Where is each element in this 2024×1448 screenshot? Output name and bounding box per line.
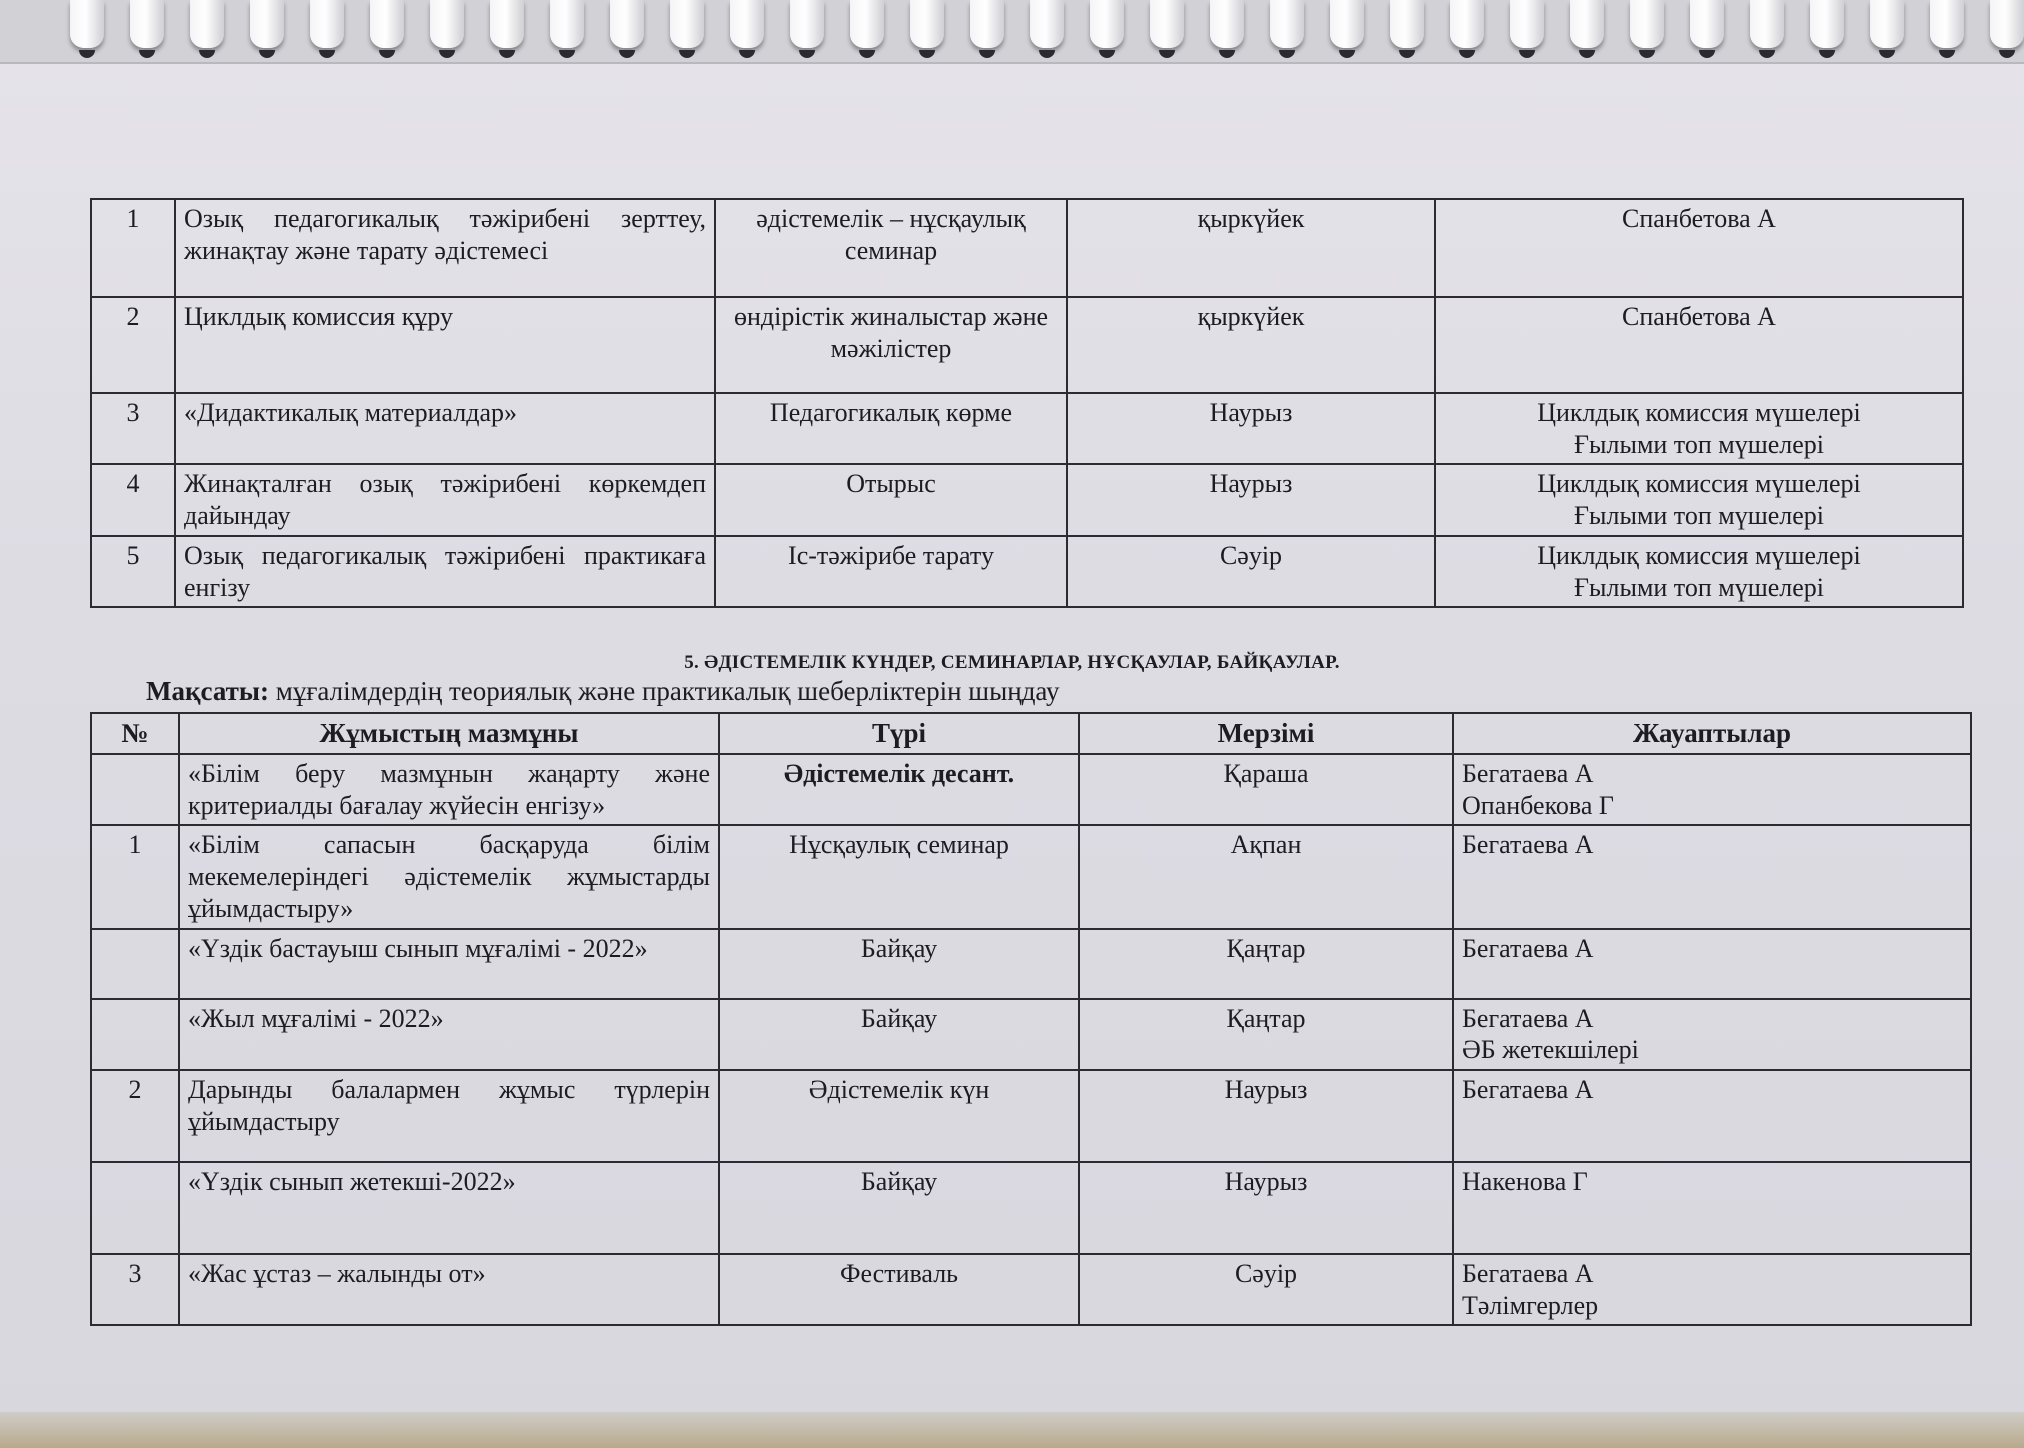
row-number: 5 [91,536,175,607]
row-responsible: Бегатаева А [1453,929,1971,999]
section-heading: 5. ӘДІСТЕМЕЛІК КҮНДЕР, СЕМИНАРЛАР, НҰСҚАУЛАР, БАЙҚАУЛАР. [684,652,1340,673]
binding-coil [1930,0,1964,48]
row-type: Отырыс [715,464,1067,535]
spiral-binding [0,0,2024,64]
row-number [91,929,179,999]
row-responsible: Циклдық комиссия мүшелері Ғылыми топ мүшелері [1435,536,1963,607]
row-number [91,1162,179,1254]
binding-coil [1270,0,1304,48]
row-content: «Жыл мұғалімі - 2022» [179,999,719,1070]
binding-coil [70,0,104,48]
goal-text: мұғалімдердің теориялық және практикалық шеберліктерін шыңдау [269,676,1060,706]
binding-coil [1870,0,1904,48]
row-responsible: Циклдық комиссия мүшелері Ғылыми топ мүшелері [1435,464,1963,535]
table-row [91,1254,1971,1325]
row-date: Сәуір [1079,1254,1453,1325]
row-date: қыркүйек [1067,199,1435,297]
binding-coil [1330,0,1364,48]
row-type: Байқау [719,1162,1079,1254]
row-content: «Үздік бастауыш сынып мұғалімі - 2022» [179,929,719,999]
row-type: Байқау [719,999,1079,1070]
binding-coil [370,0,404,48]
row-date: Қаңтар [1079,999,1453,1070]
binding-coil [730,0,764,48]
row-responsible: Накенова Г [1453,1162,1971,1254]
binding-coil [1510,0,1544,48]
row-date: қыркүйек [1067,297,1435,393]
table-header-row [91,713,1971,754]
row-responsible: Бегатаева А Тәлімгерлер [1453,1254,1971,1325]
table-row [91,1162,1971,1254]
table-row [91,999,1971,1070]
row-number: 3 [91,1254,179,1325]
row-content: Жинақталған озық тәжірибені көркемдеп дайындау [175,464,715,535]
row-type: өндірістік жиналыстар және мәжілістер [715,297,1067,393]
methodical-days-table [90,712,1972,1326]
row-content: «Білім беру мазмұнын жаңарту және критериалды бағалау жүйесін енгізу» [179,754,719,825]
row-type: Байқау [719,929,1079,999]
goal-label: Мақсаты: [146,676,269,706]
binding-coil [1390,0,1424,48]
binding-coil [610,0,644,48]
header-content: Жұмыстың мазмұны [179,713,719,754]
row-type: Іс-тәжірибе тарату [715,536,1067,607]
row-content: «Жас ұстаз – жалынды от» [179,1254,719,1325]
row-date: Наурыз [1079,1162,1453,1254]
row-type: Әдістемелік күн [719,1070,1079,1162]
binding-coil [670,0,704,48]
row-number: 4 [91,464,175,535]
binding-coil [910,0,944,48]
table-row [91,754,1971,825]
binding-coil [130,0,164,48]
binding-coil [1630,0,1664,48]
row-content: Озық педагогикалық тәжірибені зерттеу, жинақтау және тарату әдістемесі [175,199,715,297]
row-type: Педагогикалық көрме [715,393,1067,464]
table-row [91,536,1963,607]
row-number [91,999,179,1070]
row-number: 1 [91,199,175,297]
row-type: Нұсқаулық семинар [719,825,1079,928]
binding-coil [490,0,524,48]
binding-coil [1450,0,1484,48]
binding-coil [850,0,884,48]
row-type: Әдістемелік десант. [719,754,1079,825]
binding-coil [1810,0,1844,48]
row-responsible: Бегатаева А [1453,1070,1971,1162]
header-date: Мерзімі [1079,713,1453,754]
row-number [91,754,179,825]
row-type: Фестиваль [719,1254,1079,1325]
binding-coil [250,0,284,48]
row-content: «Үздік сынып жетекші-2022» [179,1162,719,1254]
row-date: Ақпан [1079,825,1453,928]
row-content: Циклдық комиссия құру [175,297,715,393]
header-responsible: Жауаптылар [1453,713,1971,754]
row-date: Қаңтар [1079,929,1453,999]
row-number: 2 [91,1070,179,1162]
row-responsible: Бегатаева А [1453,825,1971,928]
table-row [91,825,1971,928]
row-type: әдістемелік – нұсқаулық семинар [715,199,1067,297]
binding-coil [1990,0,2024,48]
table-row [91,929,1971,999]
page-bottom-edge [0,1412,2024,1448]
row-content: Дарынды балалармен жұмыс түрлерін ұйымдастыру [179,1070,719,1162]
binding-coil [790,0,824,48]
row-date: Наурыз [1067,393,1435,464]
row-responsible: Бегатаева А Опанбекова Г [1453,754,1971,825]
table-row [91,393,1963,464]
table-row [91,199,1963,297]
header-type: Түрі [719,713,1079,754]
table-row [91,464,1963,535]
binding-coil [1030,0,1064,48]
row-content: Озық педагогикалық тәжірибені практикаға енгізу [175,536,715,607]
binding-coil [1750,0,1784,48]
row-date: Наурыз [1079,1070,1453,1162]
binding-coil [430,0,464,48]
binding-coil [550,0,584,48]
row-date: Қараша [1079,754,1453,825]
binding-coil [1690,0,1724,48]
plan-table-continued [90,198,1964,608]
table-row [91,1070,1971,1162]
row-responsible: Спанбетова А [1435,297,1963,393]
binding-coil [1150,0,1184,48]
row-content: «Дидактикалық материалдар» [175,393,715,464]
binding-coil [310,0,344,48]
binding-coil [1090,0,1124,48]
row-number: 3 [91,393,175,464]
header-number: № [91,713,179,754]
table-row [91,297,1963,393]
row-responsible: Спанбетова А [1435,199,1963,297]
row-responsible: Циклдық комиссия мүшелері Ғылыми топ мүшелері [1435,393,1963,464]
binding-coil [190,0,224,48]
binding-coil [970,0,1004,48]
row-number: 2 [91,297,175,393]
row-date: Наурыз [1067,464,1435,535]
row-date: Сәуір [1067,536,1435,607]
binding-coil [1210,0,1244,48]
section-goal [146,676,1060,707]
binding-coil [1570,0,1604,48]
row-content: «Білім сапасын басқаруда білім мекемелеріндегі әдістемелік жұмыстарды ұйымдастыру» [179,825,719,928]
row-responsible: Бегатаева А ӘБ жетекшілері [1453,999,1971,1070]
row-number: 1 [91,825,179,928]
